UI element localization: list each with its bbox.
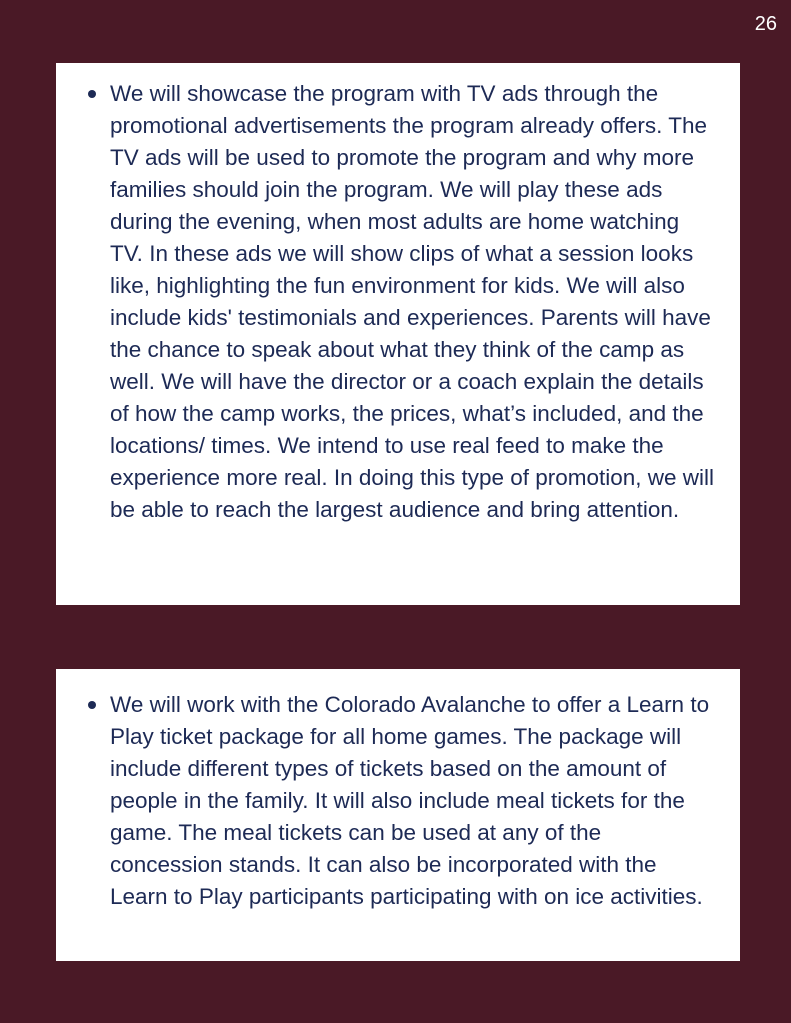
bullet-dot-icon (88, 701, 96, 709)
tv-ads-text-box (56, 63, 740, 605)
ticket-package-text-box (56, 669, 740, 961)
list-item (110, 78, 716, 526)
bullet-list (110, 78, 716, 526)
bullet-dot-icon (88, 90, 96, 98)
list-item (110, 689, 716, 913)
bullet-list (110, 689, 716, 913)
list-item-text: We will work with the Colorado Avalanche to offer a Learn to Play ticket package for all home games. The package will include different types of tickets based on the amount of people in the family. It will also include meal tickets for the game. The meal tickets can be used at any of the concession stands. It can also be incorporated with the Learn to Play participants participating with on ice activities. (110, 692, 710, 909)
list-item-text: We will showcase the program with TV ads through the promotional advertisements the program already offers. The TV ads will be used to promote the program and why more families should join the program. We will play these ads during the evening, when most adults are home watching TV. In these ads we will show clips of what a session looks like, highlighting the fun environment for kids. We will also include kids' testimonials and experiences. Parents will have the chance to speak about what they think of the camp as well. We will have the director or a coach explain the details of how the camp works, the prices, what’s included, and the locations/ times. We intend to use real feed to make the experience more real. In doing this type of promotion, we will be able to reach the largest audience and bring attention. (110, 81, 715, 522)
page-number: 26 (754, 13, 777, 35)
